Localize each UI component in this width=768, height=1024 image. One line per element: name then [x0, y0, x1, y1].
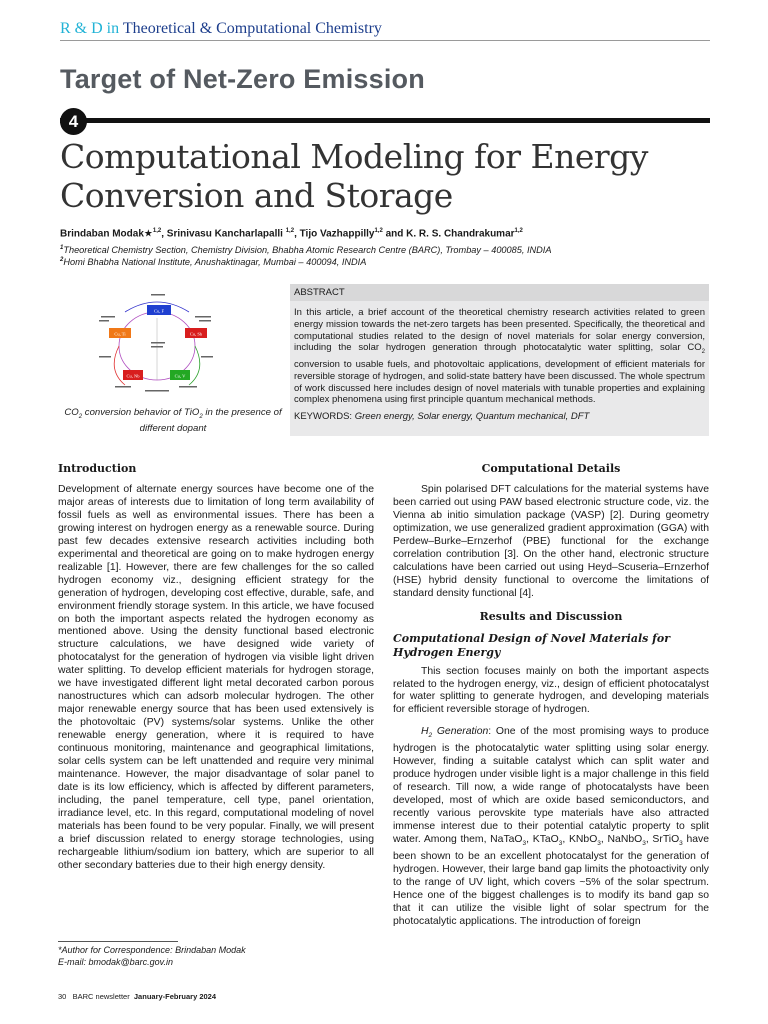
formula: KNbO — [569, 834, 598, 846]
author-affiliation-marker: 1,2 — [285, 228, 295, 234]
formula-subscript: 3 — [642, 840, 646, 848]
figure-caption — [62, 407, 284, 435]
header-divider — [60, 40, 710, 41]
h2-label: H — [421, 726, 429, 738]
introduction-text: Development of alternate energy sources have become one of the major areas of interests due to limitation of long term availability of fossil fuels as well as environmental issues. There has been a growing interest on hydrogen energy as a renewable source. During past few decades extensive research activities including both experimental and theoretical are going on to make hydrogen energy realizable [1]. However, there are few challenges for the so called hydrogen economy viz., designing efficient strategy for the generation of hydrogen, developing cost effective, durable, safe, and environment friendly storage system. In this article, we have focused on both the important aspects related the hydrogen economy as mentioned above. Using the density functional based electronic structure calculations, we have designed wide variety of photocatalyst for the generation of hydrogen via visible light driven water splitting. To develop efficient materials for hydrogen storage, we have investigated different light metal decorated carbon porous nanostructures which can adsorb molecular hydrogen. The other major renewable energy source that has been used extensively is the photovoltaic (PV) systems/solar systems. Unlike the other renewable energy generation, where it is required to have continuous monitoring, maintenance and geographical limitations, solar cells system can be left unattended and require very minimal maintenance. However, the major disadvantage of solar panel to date is its low efficiency, which is affected by different parameters, including, the panel temperature, cell type, panel orientation, irradiance level, etc. In this regard, computational modeling of novel materials has been found to be very popular. Finally, we will present a brief discussion related to energy storage technologies, using rechargeable lithium/sodium ion battery, which are superior to all other secondary batteries due to their high energy density. — [58, 484, 374, 871]
paragraph-part: have been shown to be an excellent photocatalyst for the generation of hydrogen. However, their large band gap limits the photoactivity only to the range of UV light, which covers ~5% of the solar spectrum. Hence one of the biggest challenges is to modify its band gap so that it can utilize the visible light of solar spectrum for the photocatalytic applications. The introduction of foreign — [393, 834, 710, 927]
section-gap — [393, 601, 709, 610]
affiliation-text: Theoretical Chemistry Section, Chemistry Division, Bhabha Atomic Research Centre (BARC), Trombay – 400085, INDIA — [63, 245, 552, 256]
computational-details-text: Spin polarised DFT calculations for the material systems have been carried out using PAW based electronic structure code, viz. the Vienna ab initio simulation package (VASP) [2]. During geometry optimization, we use generalized gradient approximation (GGA) with Perdew–Burke–Ernzerhof (PBE) functional for the exchange correlation contribution [3]. On the other hand, electronic structure calculations have been carried out using Heyd–Scuseria–Ernzerhof (HSE) hybrid density functional to overcome the limitations of standard density functional [4]. — [393, 484, 709, 599]
author-name: Srinivasu Kancharlapalli — [166, 228, 286, 240]
affiliation-marker: 1 — [60, 245, 64, 251]
author-name: Tijo Vazhappilly — [299, 228, 375, 240]
author-separator: , — [161, 228, 167, 240]
author-affiliation-marker: 1,2 — [374, 228, 383, 234]
footnote-divider — [58, 941, 178, 942]
formula-subscript: 3 — [522, 840, 527, 848]
caption-part: in the presence of different dopant — [139, 407, 282, 434]
separator: , — [562, 834, 569, 846]
footnote-author: *Author for Correspondence: Brindaban Modak — [58, 945, 246, 955]
formula-subscript: 3 — [597, 840, 601, 848]
section-gap — [393, 717, 709, 726]
author-affiliation-marker: 1,2 — [514, 228, 523, 234]
separator: , — [526, 834, 533, 846]
results-paragraph-2 — [393, 726, 709, 928]
article-number-badge: 4 — [60, 108, 87, 135]
left-column — [58, 462, 374, 873]
title-divider — [60, 118, 710, 123]
article-title — [60, 137, 720, 215]
author-name: Brindaban Modak★ — [60, 228, 153, 240]
h2-subscript: 2 — [428, 732, 433, 740]
formula: NaNbO — [607, 834, 643, 846]
computational-details-heading: Computational Details — [481, 462, 621, 475]
abstract-text-part: conversion to usable fuels, and photovoltaic applications, development of efficient materials for reversible storage of hydrogen, and solid-state battery have been discussed. The whole spectrum of work discussed here includes design of novel materials with tunable properties and explaining complex phenomena using first principle quantum mechanical methods. — [294, 359, 705, 406]
keywords-list: Green energy, Solar energy, Quantum mechanical, DFT — [354, 411, 590, 423]
caption-part: conversion behavior of TiO — [82, 407, 200, 418]
co2-conversion-figure — [95, 290, 220, 400]
page-number: 30 — [58, 992, 67, 1001]
article-title-line1: Computational Modeling for Energy — [60, 137, 648, 176]
affiliation-1 — [60, 245, 551, 255]
right-column — [393, 462, 709, 929]
abstract-keywords — [290, 406, 709, 422]
paragraph-part: : One of the most promising ways to produce hydrogen is the photocatalytic water splitting using solar energy. However, finding a suitable catalyst which can split water and produce hydrogen under visible light is a major challenge in this field of research. Till now, a wide range of photocatalysts have been developed, most of which are oxide based semiconductors, and recently various perovskite type materials have also attracted immense interest due to their potential catalytic property to split water. Among them, NaTaO — [393, 726, 709, 846]
author-list — [60, 228, 523, 239]
node-bottom-right-label: Cu, V — [174, 373, 186, 379]
h2-label: Generation — [432, 726, 489, 738]
node-bottom-left-label: Cu, Nb — [126, 373, 140, 379]
abstract-subscript: 2 — [701, 349, 705, 356]
formula: SrTiO — [652, 834, 680, 846]
results-paragraph-1: This section focuses mainly on both the important aspects related to the hydrogen energy, viz., design of efficient photocatalyst for water splitting to generate hydrogen, and developing materials for efficient reversible storage of hydrogen. — [393, 665, 709, 716]
author-affiliation-marker: 1,2 — [152, 228, 162, 234]
affiliation-text: Homi Bhabha National Institute, Anushaktinagar, Mumbai – 400094, INDIA — [63, 257, 367, 268]
formula: KTaO — [532, 834, 559, 846]
author-separator: , — [294, 228, 300, 240]
footnote-email: E-mail: bmodak@barc.gov.in — [58, 957, 174, 967]
author-name: K. R. S. Chandrakumar — [406, 228, 515, 240]
author-separator: and — [382, 228, 407, 240]
caption-subscript: 2 — [78, 413, 83, 420]
rd-label: R & D in — [60, 20, 120, 37]
abstract-text — [290, 301, 709, 406]
separator: , — [600, 834, 608, 846]
series-title: Target of Net-Zero Emission — [60, 64, 425, 94]
article-title-line2: Conversion and Storage — [60, 176, 453, 215]
introduction-heading: Introduction — [58, 462, 137, 475]
abstract-heading: ABSTRACT — [290, 284, 709, 301]
formula-subscript: 3 — [558, 840, 563, 848]
formula-subscript: 3 — [679, 840, 683, 848]
page-footer — [58, 992, 216, 1001]
caption-part: CO — [64, 407, 79, 418]
abstract-text-part: In this article, a brief account of the theoretical chemistry research activities related to green energy mission towards the net-zero targets has been presented. Specifically, the theoretical and computational studies related to the design of novel materials for solar energy conversion, including the solar hydrogen generation through photocatalytic water splitting, solar CO — [294, 307, 705, 354]
newsletter-name: BARC newsletter — [72, 992, 130, 1001]
running-header — [60, 20, 382, 38]
separator: , — [645, 834, 653, 846]
results-subheading: Computational Design of Novel Materials for Hydrogen Energy — [393, 631, 671, 659]
affiliation-2 — [60, 257, 366, 267]
results-heading: Results and Discussion — [479, 609, 623, 623]
node-left-label: Cu, Ti — [114, 331, 126, 337]
topic-label: Theoretical & Computational Chemistry — [122, 20, 382, 37]
node-top-label: Cu, F — [153, 308, 165, 314]
affiliation-marker: 2 — [60, 257, 64, 263]
abstract-box — [290, 284, 709, 436]
caption-subscript: 2 — [199, 413, 203, 420]
keywords-label: KEYWORDS: — [294, 411, 353, 423]
issue-date: January-February 2024 — [133, 992, 217, 1001]
node-right-label: Cu, Sb — [189, 331, 203, 337]
